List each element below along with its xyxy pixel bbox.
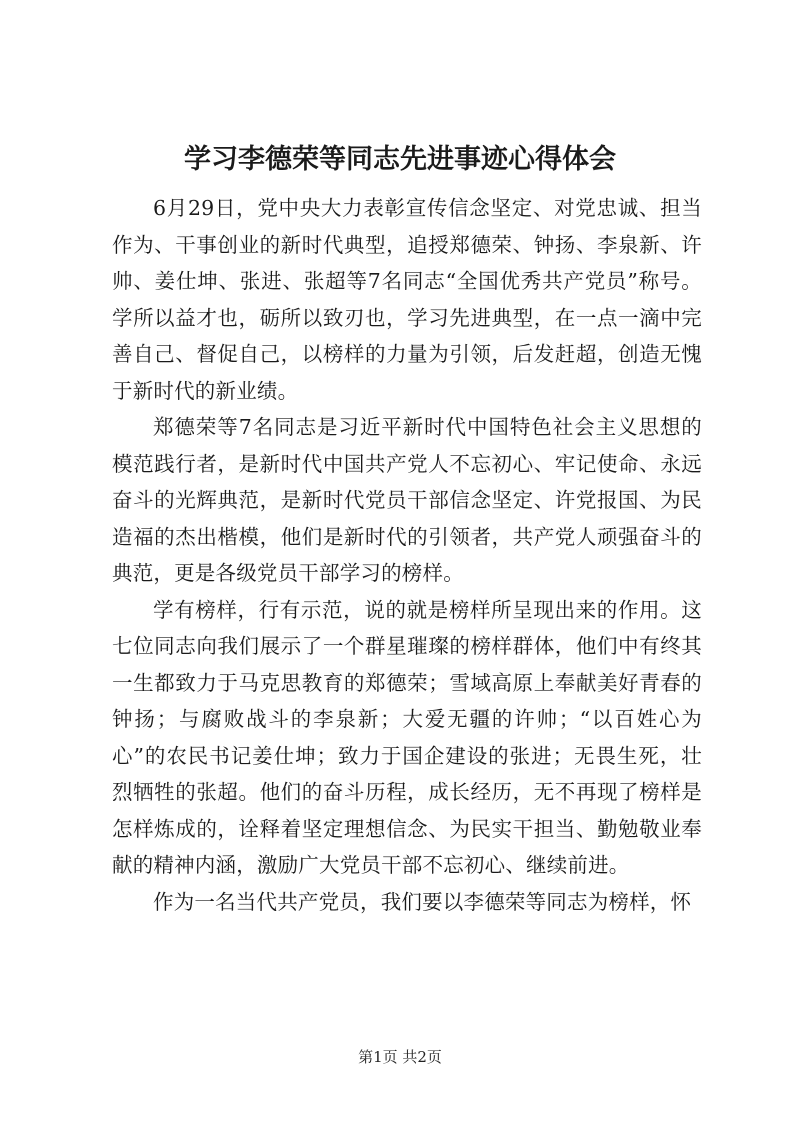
document-body [112, 190, 702, 920]
paragraph-1: 6月29日，党中央大力表彰宣传信念坚定、对党忠诚、担当作为、干事创业的新时代典型，追授郑德荣、钟扬、李泉新、许帅、姜仕坤、张进、张超等7名同志“全国优秀共产党员”称号。学所以益才也，砺所以致刃也，学习先进典型，在一点一滴中完善自己、督促自己，以榜样的力量为引领，后发赶超，创造无愧于新时代的新业绩。 [112, 196, 702, 403]
paragraph-3: 学有榜样，行有示范，说的就是榜样所呈现出来的作用。这七位同志向我们展示了一个群星璀璨的榜样群体，他们中有终其一生都致力于马克思教育的郑德荣；雪域高原上奉献美好青春的钟扬；与腐败战斗的李泉新；大爱无疆的许帅；“以百姓心为心”的农民书记姜仕坤；致力于国企建设的张进；无畏生死，壮烈牺牲的张超。他们的奋斗历程，成长经历，无不再现了榜样是怎样炼成的，诠释着坚定理想信念、为民实干担当、勤勉敬业奉献的精神内涵，激励广大党员干部不忘初心、继续前进。 [112, 597, 702, 877]
paragraph-4: 作为一名当代共产党员，我们要以李德荣等同志为榜样，怀 [153, 889, 692, 914]
document-title: 学习李德荣等同志先进事迹心得体会 [184, 144, 616, 175]
page-footer: 第1页 共2页 [358, 1048, 442, 1066]
paragraph-2: 郑德荣等7名同志是习近平新时代中国特色社会主义思想的模范践行者，是新时代中国共产党人不忘初心、牢记使命、永远奋斗的光辉典范，是新时代党员干部信念坚定、许党报国、为民造福的杰出楷模，他们是新时代的引领者，共产党人顽强奋斗的典范，更是各级党员干部学习的榜样。 [112, 415, 702, 585]
